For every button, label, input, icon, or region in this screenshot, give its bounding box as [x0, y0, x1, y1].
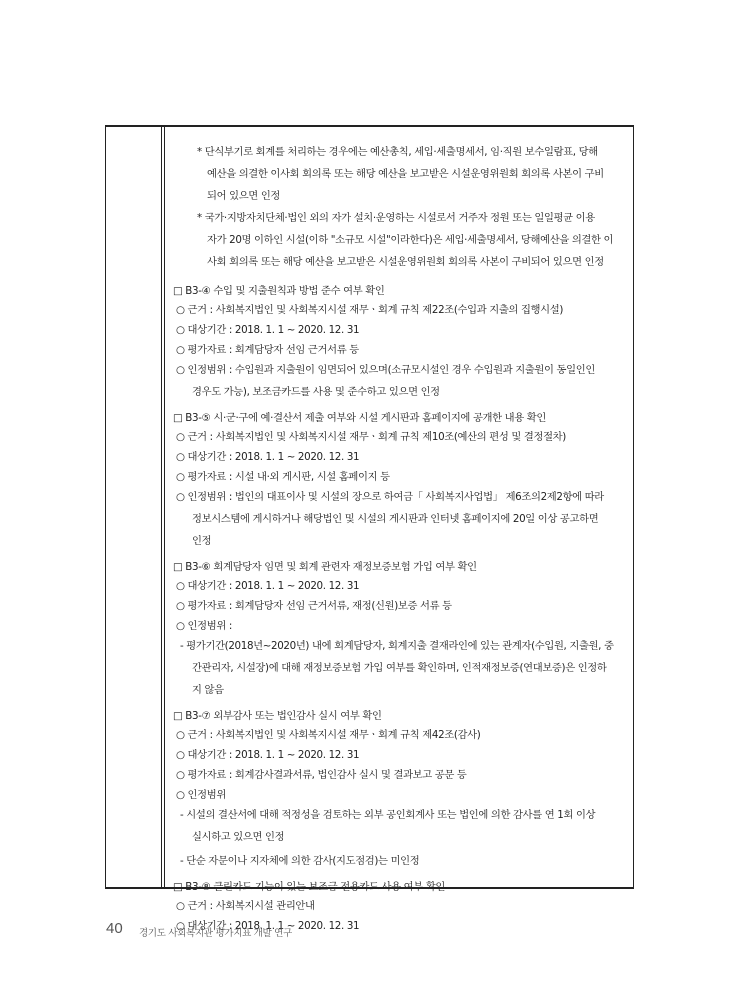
text-line: 실시하고 있으면 인정 [192, 831, 285, 843]
text-line: - 평가기간(2018년~2020년) 내에 회계담당자, 회계지출 결재라인에 있는 관계자(수입원, 지출원, 중 [180, 640, 614, 652]
text-line: □ B3-⑤ 시·군·구에 예·결산서 제출 여부와 시설 게시판과 홈페이지에 공개한 내용 확인 [173, 412, 546, 424]
column-divider-inner [164, 125, 165, 889]
text-line: ○ 대상기간 : 2018. 1. 1 ~ 2020. 12. 31 [176, 920, 360, 932]
text-line: ○ 대상기간 : 2018. 1. 1 ~ 2020. 12. 31 [176, 749, 360, 761]
text-line: * 단식부기로 회계를 처리하는 경우에는 예산총칙, 세입·세출명세서, 임·직원 보수일람표, 당해 [197, 146, 598, 158]
text-line: ○ 평가자료 : 회계감사결과서류, 법인감사 실시 및 결과보고 공문 등 [176, 769, 467, 781]
running-footer-title: 경기도 사회복지관 평가지표 개발 연구 [139, 928, 292, 939]
text-line: ○ 근거 : 사회복지법인 및 사회복지시설 재무ㆍ회계 규칙 제42조(감사) [176, 729, 481, 741]
page-number: 40 [106, 920, 123, 937]
column-divider [161, 125, 162, 889]
text-line: ○ 대상기간 : 2018. 1. 1 ~ 2020. 12. 31 [176, 324, 360, 336]
text-line: ○ 근거 : 사회복지법인 및 사회복지시설 재무ㆍ회계 규칙 제10조(예산의 편성 및 결정절차) [176, 431, 566, 443]
text-line: - 시설의 결산서에 대해 적정성을 검토하는 외부 공인회계사 또는 법인에 의한 감사를 연 1회 이상 [180, 809, 596, 821]
text-line: 경우도 가능), 보조금카드를 사용 및 준수하고 있으면 인정 [192, 386, 440, 398]
text-line: ○ 인정범위 [176, 789, 226, 801]
text-line: 예산을 의결한 이사회 회의록 또는 해당 예산을 보고받은 시설운영위원회 회의록 사본이 구비 [207, 168, 604, 180]
text-line: ○ 인정범위 : [176, 620, 232, 632]
text-line: 인정 [192, 535, 212, 547]
text-line: ○ 근거 : 사회복지시설 관리안내 [176, 900, 315, 912]
text-line: ○ 대상기간 : 2018. 1. 1 ~ 2020. 12. 31 [176, 451, 360, 463]
text-line: ○ 평가자료 : 회계담당자 선임 근거서류, 재정(신원)보증 서류 등 [176, 600, 452, 612]
text-line: ○ 평가자료 : 회계담당자 선임 근거서류 등 [176, 344, 359, 356]
text-line: 간관리자, 시설장)에 대해 재정보증보험 가입 여부를 확인하며, 인적재정보증(연대보증)은 인정하 [192, 662, 607, 674]
text-line: 되어 있으면 인정 [207, 190, 281, 202]
text-line: 자가 20명 이하인 시설(이하 "소규모 시설"이라한다)은 세입·세출명세서, 당해예산을 의결한 이 [207, 234, 614, 246]
text-line: □ B3-④ 수입 및 지출원칙과 방법 준수 여부 확인 [173, 285, 385, 297]
text-line: □ B3-⑧ 클린카드 기능이 있는 보조금 전용카드 사용 여부 확인 [173, 881, 445, 893]
text-line: ○ 인정범위 : 수입원과 지출원이 임면되어 있으며(소규모시설인 경우 수입원과 지출원이 동일인인 [176, 364, 595, 376]
text-line: □ B3-⑦ 외부감사 또는 법인감사 실시 여부 확인 [173, 710, 382, 722]
text-line: 사회 회의록 또는 해당 예산을 보고받은 시설운영위원회 회의록 사본이 구비되어 있으면 인정 [207, 256, 604, 268]
text-line: * 국가·지방자치단체·법인 외의 자가 설치·운영하는 시설로서 거주자 정원 또는 일일평균 이용 [197, 212, 595, 224]
text-line: □ B3-⑥ 회계담당자 임면 및 회계 관련자 재정보증보험 가입 여부 확인 [173, 561, 477, 573]
text-line: ○ 근거 : 사회복지법인 및 사회복지시설 재무ㆍ회계 규칙 제22조(수입과 지출의 집행시설) [176, 304, 564, 316]
text-line: 지 않음 [192, 684, 224, 696]
text-line: 정보시스템에 게시하거나 해당법인 및 시설의 게시판과 인터넷 홈페이지에 20일 이상 공고하면 [192, 513, 599, 525]
text-line: ○ 대상기간 : 2018. 1. 1 ~ 2020. 12. 31 [176, 580, 360, 592]
text-line: ○ 인정범위 : 법인의 대표이사 및 시설의 장으로 하여금「 사회복지사업법」 제6조의2제2항에 따라 [176, 491, 604, 503]
text-line: - 단순 자문이나 지자체에 의한 감사(지도점검)는 미인정 [180, 855, 420, 867]
text-line: ○ 평가자료 : 시설 내·외 게시판, 시설 홈페이지 등 [176, 471, 390, 483]
